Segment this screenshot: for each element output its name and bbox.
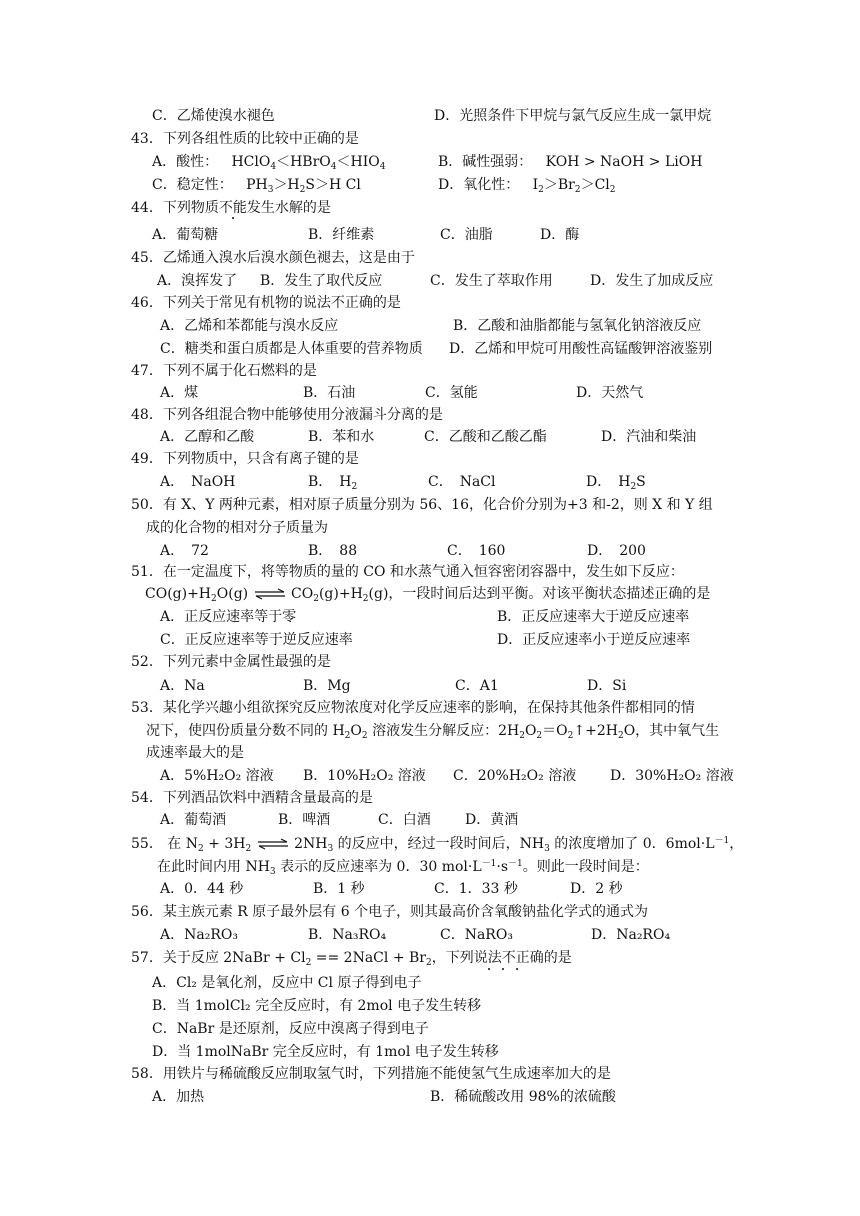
- option-49d: D． $H_2S$: [586, 474, 646, 492]
- option-43a-label: A．酸性：: [152, 154, 219, 170]
- option-51c: C．正反应速率等于逆反应速率: [160, 632, 353, 648]
- emphasis-dot: [232, 217, 234, 219]
- option-47b: B．石油: [303, 385, 356, 401]
- text-part: 在此时间内用 NH: [157, 859, 270, 875]
- question-44: 44．下列物质不能发生水解的是: [131, 200, 331, 216]
- option-54a: A．葡萄酒: [160, 812, 227, 828]
- option-43a: A．酸性： $HClO_4<HBrO_4<HIO_4$: [152, 154, 386, 172]
- option-57c: C．NaBr 是还原剂，反应中溴离子得到电子: [152, 1021, 429, 1037]
- option-45d: D．发生了加成反应: [590, 273, 714, 289]
- option-43b-label: B．碱性强弱：: [438, 154, 533, 170]
- option-55a: A．0．44 秒: [160, 881, 244, 897]
- option-53b: B．10%H₂O₂ 溶液: [303, 768, 426, 784]
- option-44b: B．纤维素: [308, 227, 375, 243]
- question-45: 45．乙烯通入溴水后溴水颜色褪去，这是由于: [131, 250, 415, 266]
- text-part: O，其中氧气生: [623, 723, 720, 739]
- option-54b: B．啤酒: [278, 812, 331, 828]
- text-part: O: [524, 723, 537, 739]
- question-46: 46．下列关于常见有机物的说法不正确的是: [131, 295, 401, 311]
- option-47c: C．氢能: [425, 385, 478, 401]
- text-part: ，: [729, 836, 744, 852]
- question-51-line2: $CO(g)+H_2O(g)$ $CO_2(g)+H_2(g)$，一段时间后达到平衡。对该平衡状态描述正确的是: [145, 586, 711, 604]
- text-part: == 2NaCl + Br: [311, 950, 426, 966]
- option-58a: A．加热: [152, 1089, 205, 1105]
- text-part: 的反应中，经过一段时间后，NH: [333, 836, 545, 852]
- option-46b: B．乙酸和油脂都能与氢氧化钠溶液反应: [453, 318, 702, 334]
- option-45b: B．发生了取代反应: [260, 273, 383, 289]
- text-part: 表示的反应速率为 0．30 mol·L: [275, 859, 482, 875]
- option-55b: B．1 秒: [313, 881, 365, 897]
- option-43b: [438, 152, 702, 172]
- text-part: 的浓度增加了 0．6mol·L: [549, 836, 715, 852]
- option-50d: D． 200: [587, 543, 646, 559]
- option-43c-label: C．稳定性：: [152, 177, 233, 193]
- question-57: 57．关于反应 2NaBr + $Cl_2$ == 2NaCl + $Br_2$，下列说法不正确的是: [131, 950, 572, 968]
- option-46a: A．乙烯和苯都能与溴水反应: [160, 318, 339, 334]
- text-part: ＝O: [542, 723, 568, 739]
- option-49b: B． $H_2$: [308, 474, 358, 492]
- option-53d: D．30%H₂O₂ 溶液: [610, 768, 734, 784]
- option-45a: A．溴挥发了: [157, 273, 238, 289]
- eq-part: CO(g)+H: [145, 586, 212, 602]
- text-part: 况下，使四份质量分数不同的 H: [146, 723, 345, 739]
- text-part: 。则此一段时间是：: [522, 859, 649, 875]
- option-56b: B．Na₃RO₄: [308, 927, 387, 943]
- option-52b: B．Mg: [303, 678, 351, 694]
- question-56: 56．某主族元素 R 原子最外层有 6 个电子，则其最高价含氧酸钠盐化学式的通式为: [131, 904, 649, 920]
- question-48: 48．下列各组混合物中能够使用分液漏斗分离的是: [131, 407, 443, 423]
- option-44a: A．葡萄糖: [152, 227, 219, 243]
- option-42d: D．光照条件下甲烷与氯气反应生成一氯甲烷: [434, 108, 712, 124]
- question-47: 47．下列不属于化石燃料的是: [131, 363, 317, 379]
- question-53-line3: 成速率最大的是: [146, 745, 244, 761]
- option-52c: C．A1: [455, 678, 499, 694]
- text-part: ·s: [496, 859, 509, 875]
- option-57a: A．Cl₂ 是氧化剂，反应中 Cl 原子得到电子: [152, 975, 422, 991]
- emphasis-dot: [502, 968, 504, 970]
- text-part: 2NH: [294, 836, 328, 852]
- option-43b-value: KOH > NaOH > LiOH: [545, 154, 703, 170]
- option-48d: D．汽油和柴油: [601, 429, 697, 445]
- question-51-line1: 51．在一定温度下，将等物质的量的 CO 和水蒸气通入恒容密闭容器中，发生如下反应：: [131, 564, 684, 580]
- option-54d: D．黄酒: [465, 812, 519, 828]
- option-47d: D．天然气: [576, 385, 644, 401]
- option-53c: C．20%H₂O₂ 溶液: [453, 768, 577, 784]
- option-58b: B．稀硫酸改用 98%的浓硫酸: [430, 1089, 616, 1105]
- option-44c: C．油脂: [440, 227, 493, 243]
- text-part: ，下列说法不正确的是: [431, 950, 572, 966]
- option-43d-label: D．氧化性：: [438, 177, 520, 193]
- question-50-line1: 50．有 X、Y 两种元素，相对原子质量分别为 56、16，化合价分别为+3 和-2，则 X 和 Y 组: [131, 497, 713, 513]
- option-53a: A．5%H₂O₂ 溶液: [160, 768, 274, 784]
- option-50c: C． 160: [447, 543, 506, 559]
- option-55c: C．1．33 秒: [434, 881, 518, 897]
- equilibrium-arrow-icon: [253, 588, 287, 600]
- option-51a: A．正反应速率等于零: [160, 609, 297, 625]
- question-50-line2: 成的化合物的相对分子质量为: [146, 520, 328, 536]
- eq-part: (g)，一段时间后达到平衡。对该平衡状态描述正确的是: [368, 586, 711, 602]
- option-42c: C．乙烯使溴水褪色: [152, 108, 275, 124]
- text-part: ↑+2H: [573, 723, 618, 739]
- option-47a: A．煤: [160, 385, 199, 401]
- question-58: 58．用铁片与稀硫酸反应制取氢气时，下列措施不能使氢气生成速率加大的是: [131, 1066, 611, 1082]
- option-46c: C．糖类和蛋白质都是人体重要的营养物质: [160, 341, 423, 357]
- emphasis-dot: [488, 968, 490, 970]
- option-49c: C． NaCl: [428, 474, 496, 490]
- option-48a: A．乙醇和乙酸: [160, 429, 255, 445]
- text-part: 57．关于反应 2NaBr + Cl: [131, 950, 306, 966]
- option-51d: D．正反应速率小于逆反应速率: [497, 632, 691, 648]
- question-43: 43．下列各组性质的比较中正确的是: [131, 131, 359, 147]
- option-48b: B．苯和水: [308, 429, 375, 445]
- question-53-line1: 53．某化学兴趣小组欲探究反应物浓度对化学反应速率的影响，在保持其他条件都相同的情: [131, 700, 695, 716]
- emphasis-dot: [516, 968, 518, 970]
- option-51b: B．正反应速率大于逆反应速率: [497, 609, 690, 625]
- text-part: + 3H: [203, 836, 246, 852]
- eq-part: (g)+H: [318, 586, 363, 602]
- eq-part: O(g): [216, 586, 249, 602]
- option-43c: C．稳定性： $PH_3>H_2S>H$ Cl: [152, 177, 361, 195]
- question-54: 54．下列酒品饮料中酒精含量最高的是: [131, 790, 373, 806]
- equilibrium-arrow-icon: [256, 838, 290, 850]
- option-45c: C．发生了萃取作用: [430, 273, 553, 289]
- option-50a: A． 72: [160, 543, 209, 559]
- question-53-line2: 况下，使四份质量分数不同的 $H_2O_2$ 溶液发生分解反应：$2H_2O_2=O_2↑+2H_2O$，其中氧气生: [146, 723, 720, 741]
- text-part: 溶液发生分解反应：2H: [367, 723, 520, 739]
- option-57d: D．当 1molNaBr 完全反应时，有 1mol 电子发生转移: [152, 1044, 499, 1060]
- option-57b: B．当 1molCl₂ 完全反应时，有 2mol 电子发生转移: [152, 998, 482, 1014]
- option-55d: D．2 秒: [570, 881, 623, 897]
- option-54c: C．白酒: [378, 812, 431, 828]
- option-50b: B． 88: [308, 543, 358, 559]
- option-52a: A．Na: [160, 678, 205, 694]
- option-46d: D．乙烯和甲烷可用酸性高锰酸钾溶液鉴别: [449, 341, 713, 357]
- option-48c: C．乙酸和乙酸乙酯: [424, 429, 547, 445]
- option-49a: A． NaOH: [160, 474, 236, 490]
- text-part: 55． 在 N: [131, 836, 198, 852]
- option-52d: D．Si: [587, 678, 627, 694]
- option-44d: D．酶: [540, 227, 580, 243]
- option-56c: C．NaRO₃: [440, 927, 513, 943]
- option-43d: D．氧化性： $I_2>Br_2>Cl_2$: [438, 177, 616, 195]
- question-55-line1: 55． 在 $N_2 + 3H_2$ $2NH_3$ 的反应中，经过一段时间后，$NH_3$ 的浓度增加了 0．$6mol\cdot L^{-1}$，: [131, 836, 744, 854]
- option-49b-label: B． H: [308, 474, 352, 490]
- option-49d-label: D． H: [586, 474, 631, 490]
- option-56d: D．Na₂RO₄: [591, 927, 671, 943]
- text-part: O: [350, 723, 362, 739]
- question-55-line2: 在此时间内用 $NH_3$ 表示的反应速率为 0．30 $mol\cdot L^{-1}\cdot s^{-1}$。则此一段时间是：: [157, 859, 649, 877]
- option-56a: A．Na₂RO₃: [160, 927, 238, 943]
- eq-part: CO: [291, 586, 314, 602]
- question-49: 49．下列物质中，只含有离子键的是: [131, 451, 359, 467]
- question-52: 52．下列元素中金属性最强的是: [131, 654, 331, 670]
